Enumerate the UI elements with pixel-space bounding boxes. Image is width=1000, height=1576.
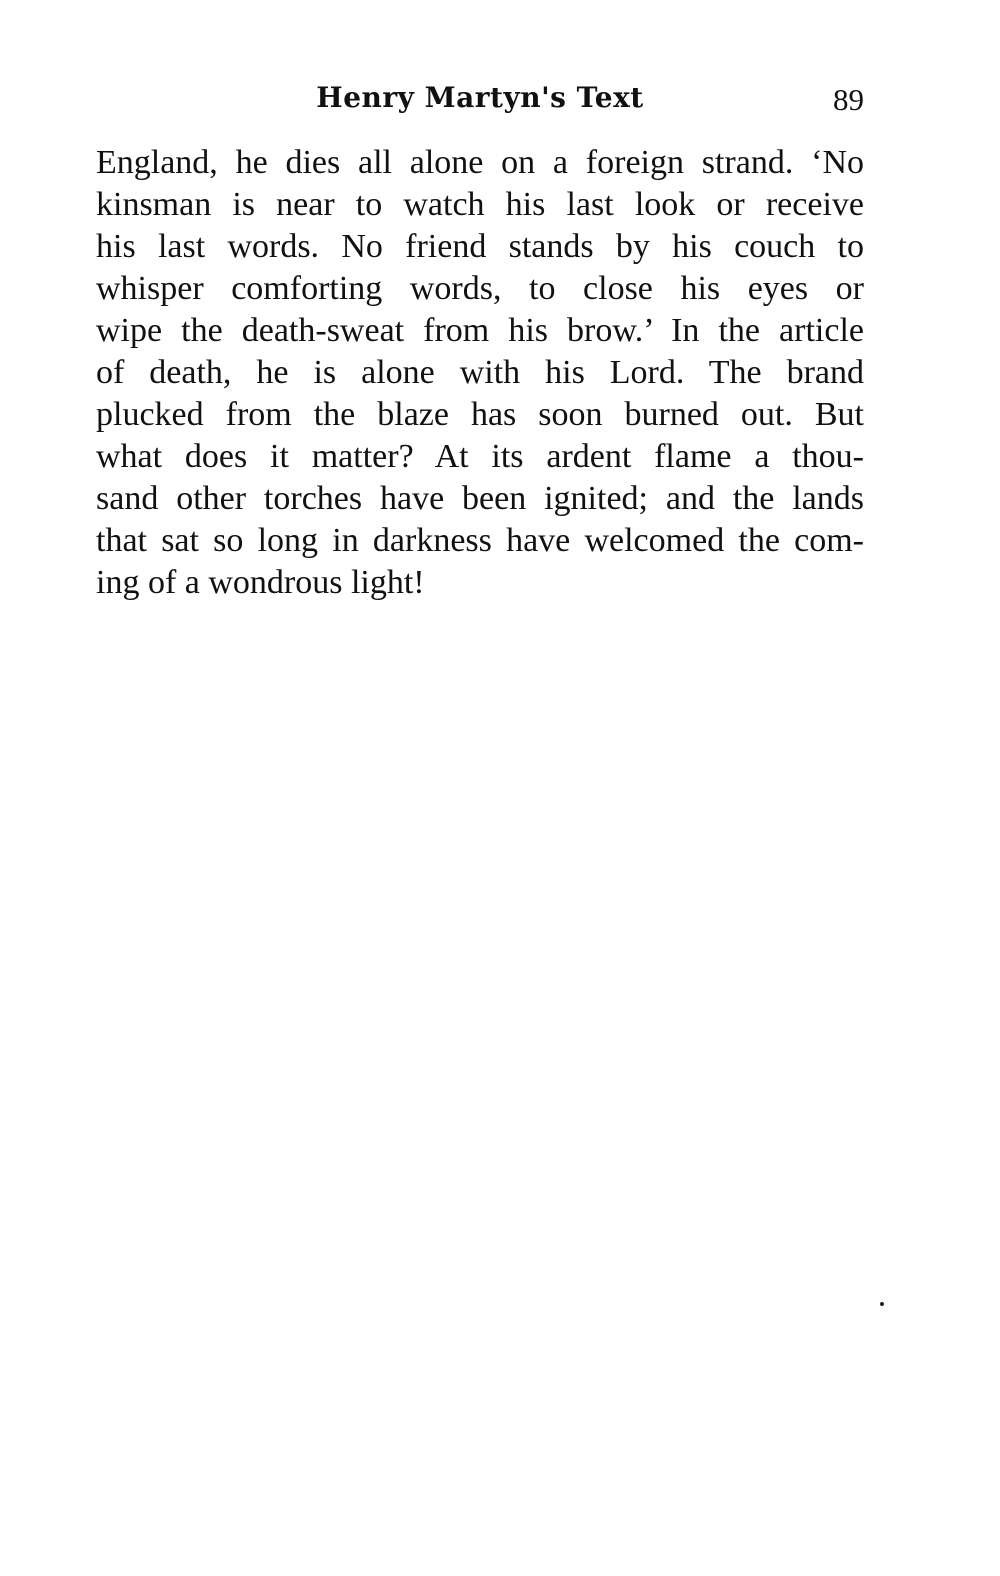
- text-line: that sat so long in darkness have welcomed the com-: [96, 522, 864, 559]
- text-line: sand other torches have been ignited; and the lands: [96, 480, 864, 517]
- text-line: of death, he is alone with his Lord. The brand: [96, 354, 864, 391]
- page-number: 89: [833, 82, 864, 117]
- body-text: [96, 142, 864, 604]
- text-line: whisper comforting words, to close his eyes or: [96, 270, 864, 307]
- running-head: [96, 74, 864, 122]
- text-line: kinsman is near to watch his last look or receive: [96, 186, 864, 223]
- text-line: what does it matter? At its ardent flame a thou-: [96, 438, 864, 475]
- text-line: his last words. No friend stands by his couch to: [96, 228, 864, 265]
- text-line: England, he dies all alone on a foreign strand. ‘No: [96, 144, 864, 181]
- text-line: ing of a wondrous light!: [96, 564, 425, 601]
- text-line: plucked from the blaze has soon burned out. But: [96, 396, 864, 433]
- print-speck: [880, 1302, 884, 1306]
- text-line: wipe the death-sweat from his brow.’ In the article: [96, 312, 864, 349]
- running-title: Henry Martyn's Text: [316, 81, 644, 114]
